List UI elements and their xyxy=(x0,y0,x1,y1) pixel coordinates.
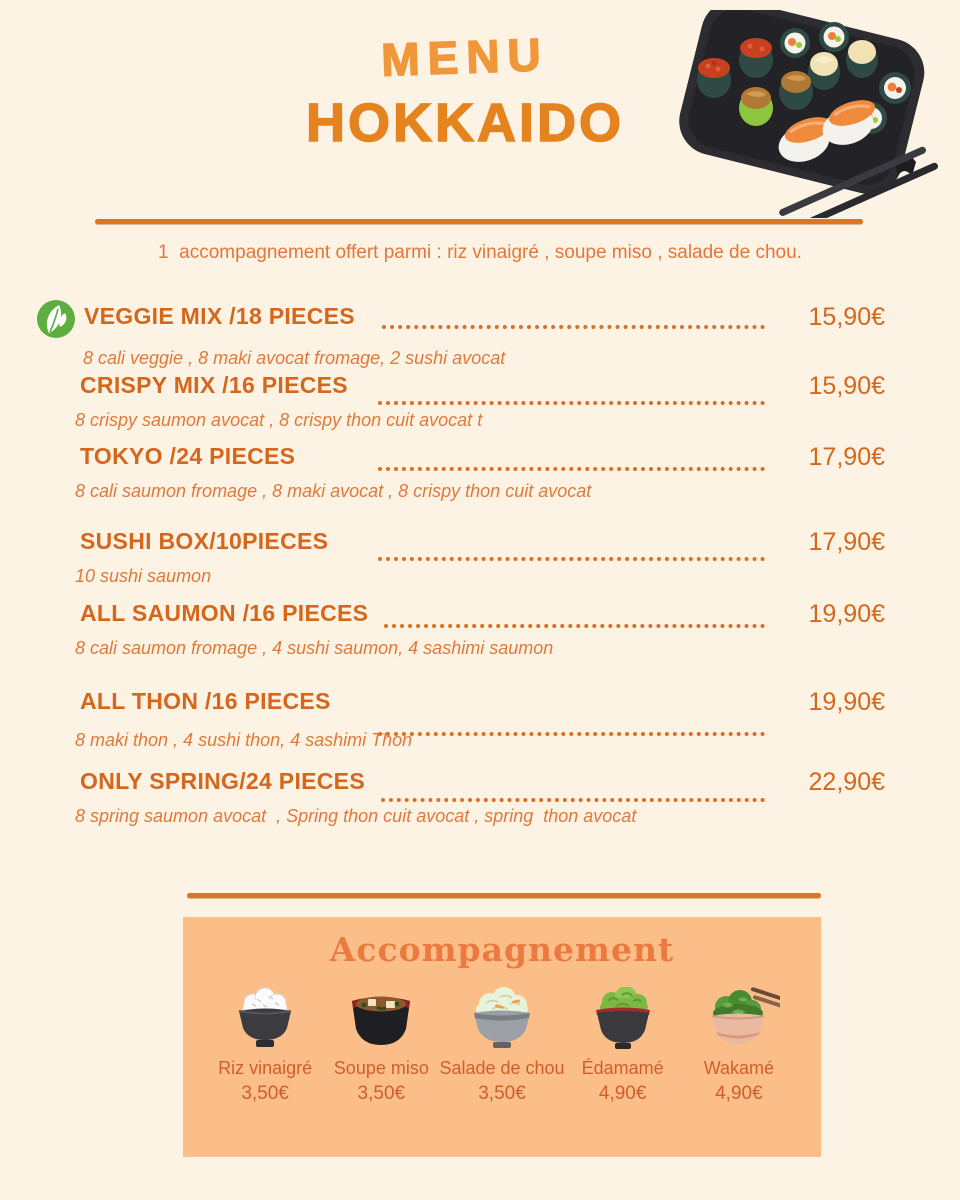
page-title xyxy=(295,30,635,154)
item-price: 19,90€ xyxy=(808,688,885,716)
sides-heading: Accompagnement xyxy=(329,930,675,969)
dotted-leader xyxy=(384,618,765,628)
item-description: 8 cali saumon fromage , 8 maki avocat , 8 crispy thon cuit avocat xyxy=(75,481,592,501)
item-title: TOKYO /24 PIECES xyxy=(80,443,296,469)
side-label: Salade de chou xyxy=(439,1058,565,1078)
edamame-bowl-icon xyxy=(586,987,660,1051)
side-item xyxy=(207,983,323,1105)
item-description: 8 maki thon , 4 sushi thon, 4 sashimi Thon xyxy=(75,730,413,750)
item-title: ALL SAUMON /16 PIECES xyxy=(80,600,369,626)
item-description: 10 sushi saumon xyxy=(75,566,212,586)
title-line-menu: MENU xyxy=(380,28,550,86)
item-price: 17,90€ xyxy=(808,528,885,556)
menu-item xyxy=(35,443,885,502)
item-price: 17,90€ xyxy=(808,443,885,471)
menu-item xyxy=(35,768,885,827)
miso-soup-icon xyxy=(344,987,418,1051)
cabbage-salad-icon xyxy=(462,987,542,1051)
side-price: 3,50€ xyxy=(241,1083,289,1104)
side-label: Riz vinaigré xyxy=(218,1058,313,1078)
header-divider xyxy=(95,219,863,224)
side-item xyxy=(565,983,681,1105)
dotted-leader xyxy=(381,792,765,802)
menu-item xyxy=(35,528,885,587)
menu-item xyxy=(35,600,885,659)
item-price: 15,90€ xyxy=(808,372,885,400)
side-label: Wakamé xyxy=(703,1058,775,1078)
item-price: 22,90€ xyxy=(808,768,885,796)
side-price: 4,90€ xyxy=(715,1083,763,1104)
sides-row xyxy=(183,969,821,1105)
item-title: ALL THON /16 PIECES xyxy=(80,688,331,714)
sides-divider xyxy=(187,893,821,898)
menu-item xyxy=(35,688,885,751)
item-description: 8 cali veggie , 8 maki avocat fromage, 2 sushi avocat xyxy=(83,348,506,368)
item-description: 8 crispy saumon avocat , 8 crispy thon cuit avocat t xyxy=(75,410,483,430)
item-price: 15,90€ xyxy=(808,303,885,331)
sushi-platter-icon xyxy=(652,10,950,218)
sides-panel xyxy=(183,917,821,1157)
side-price: 3,50€ xyxy=(478,1083,526,1104)
dotted-leader xyxy=(378,395,765,405)
offer-note: 1 accompagnement offert parmi : riz vinaigré , soupe miso , salade de chou. xyxy=(158,242,802,263)
menu-item xyxy=(35,372,885,431)
side-label: Soupe miso xyxy=(333,1058,429,1078)
title-line-hokkaido: HOKKAIDO xyxy=(306,93,624,153)
item-description: 8 cali saumon fromage , 4 sushi saumon, 4 sashimi saumon xyxy=(75,638,554,658)
dotted-leader xyxy=(378,726,765,736)
side-item xyxy=(323,983,439,1105)
item-title: CRISPY MIX /16 PIECES xyxy=(80,372,348,398)
side-label: Édamamé xyxy=(581,1058,664,1078)
item-title: VEGGIE MIX /18 PIECES xyxy=(84,303,355,329)
side-item xyxy=(439,983,564,1105)
item-title: ONLY SPRING/24 PIECES xyxy=(80,768,365,794)
side-price: 3,50€ xyxy=(357,1083,406,1104)
item-title: SUSHI BOX/10PIECES xyxy=(80,528,329,554)
dotted-leader xyxy=(382,319,765,329)
side-price: 4,90€ xyxy=(598,1083,647,1104)
dotted-leader xyxy=(378,551,765,561)
item-price: 19,90€ xyxy=(808,600,885,628)
side-item xyxy=(681,983,797,1105)
dotted-leader xyxy=(378,461,765,471)
rice-bowl-icon xyxy=(227,987,303,1051)
menu-item xyxy=(35,303,885,369)
veggie-leaf-icon xyxy=(35,299,77,339)
wakame-bowl-icon xyxy=(698,987,780,1051)
item-description: 8 spring saumon avocat , Spring thon cuit avocat , spring thon avocat xyxy=(75,806,637,826)
